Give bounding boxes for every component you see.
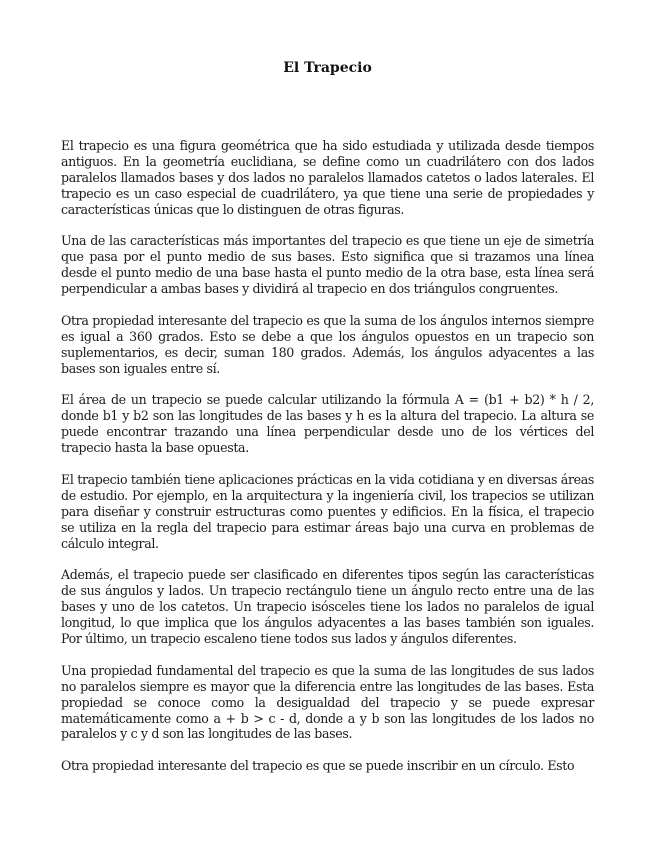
paragraph: El área de un trapecio se puede calcular utilizando la fórmula A = (b1 + b2) * h / 2, donde b1 y b2 son las longitudes de las bases y h es la altura del trapecio. La altura se puede encontrar trazando una línea perpendicular desde uno de los vértices del trapecio hasta la base opuesta.	[61, 392, 594, 456]
page-title: El Trapecio	[283, 60, 372, 76]
document-body	[61, 138, 594, 790]
paragraph: Además, el trapecio puede ser clasificado en diferentes tipos según las características de sus ángulos y lados. Un trapecio rectángulo tiene un ángulo recto entre una de las bases y uno de los catetos. Un trapecio isósceles tiene los lados no paralelos de igual longitud, lo que implica que los ángulos adyacentes a las bases también son iguales. Por último, un trapecio escaleno tiene todos sus lados y ángulos diferentes.	[61, 567, 594, 647]
paragraph: Una de las características más importantes del trapecio es que tiene un eje de simetría que pasa por el punto medio de sus bases. Esto significa que si trazamos una línea desde el punto medio de una base hasta el punto medio de la otra base, esta línea será perpendicular a ambas bases y dividirá al trapecio en dos triángulos congruentes.	[61, 233, 594, 297]
paragraph: El trapecio es una figura geométrica que ha sido estudiada y utilizada desde tiempos antiguos. En la geometría euclidiana, se define como un cuadrilátero con dos lados paralelos llamados bases y dos lados no paralelos llamados catetos o lados laterales. El trapecio es un caso especial de cuadrilátero, ya que tiene una serie de propiedades y características únicas que lo distinguen de otras figuras.	[61, 138, 594, 217]
paragraph: El trapecio también tiene aplicaciones prácticas en la vida cotidiana y en diversas áreas de estudio. Por ejemplo, en la arquitectura y la ingeniería civil, los trapecios se utilizan para diseñar y construir estructuras como puentes y edificios. En la física, el trapecio se utiliza en la regla del trapecio para estimar áreas bajo una curva en problemas de cálculo integral.	[61, 471, 594, 551]
paragraph: Otra propiedad interesante del trapecio es que la suma de los ángulos internos siempre es igual a 360 grados. Esto se debe a que los ángulos opuestos en un trapecio son suplementarios, es decir, suman 180 grados. Además, los ángulos adyacentes a las bases son iguales entre sí.	[61, 312, 594, 376]
paragraph: Otra propiedad interesante del trapecio es que se puede inscribir en un círculo. Esto	[61, 758, 575, 774]
paragraph: Una propiedad fundamental del trapecio es que la suma de las longitudes de sus lados no paralelos siempre es mayor que la diferencia entre las longitudes de las bases. Esta propiedad se conoce como la desigualdad del trapecio y se puede expresar matemáticamente como a + b > c - d, donde a y b son las longitudes de los lados no paralelos y c y d son las longitudes de las bases.	[61, 662, 594, 742]
